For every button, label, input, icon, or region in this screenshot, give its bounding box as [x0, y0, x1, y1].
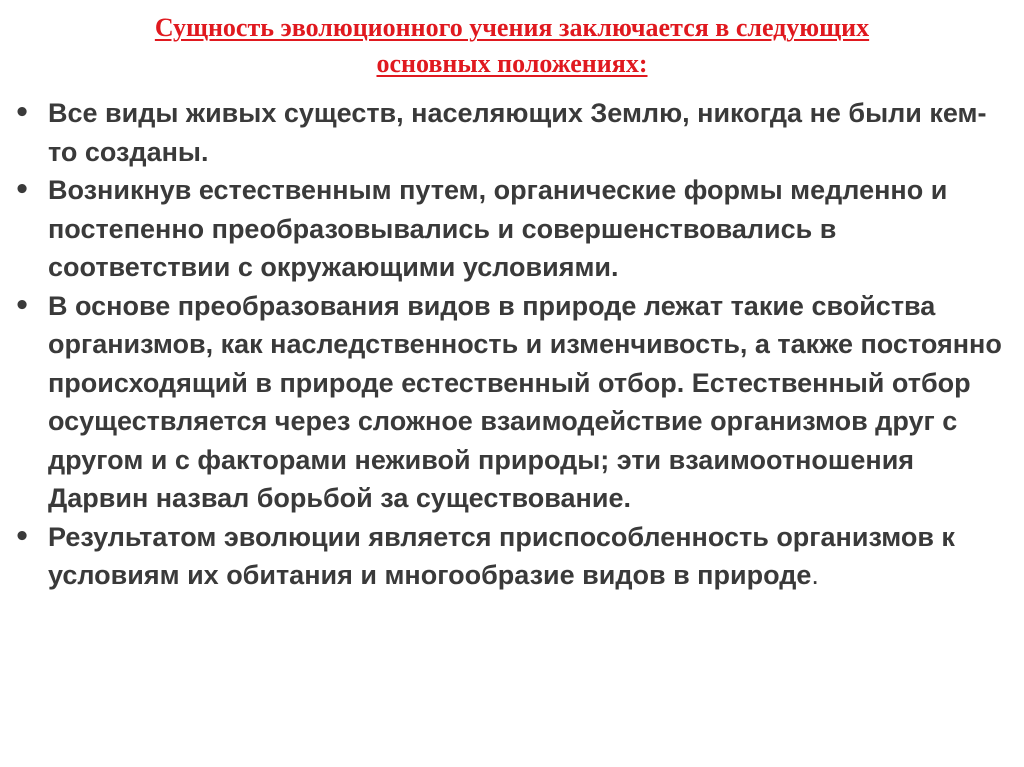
bullet-text-1: Все виды живых существ, населяющих Землю, никогда не были кем-то созданы.: [48, 98, 987, 167]
bullet-text-2: Возникнув естественным путем, органические формы медленно и постепенно преобразовывались и совершенствовались в соответствии с окружающими условиями.: [48, 175, 948, 282]
bullet-icon: •: [13, 290, 31, 321]
bullet-text-3: В основе преобразования видов в природе лежат такие свойства организмов, как наследственность и изменчивость, а также постоянно происходящий в природе естественный отбор. Естественный отбор осуществляется через сложное взаимодействие организмов друг с другом и с факторами неживой природы; эти взаимоотношения Дарвин назвал борьбой за существование.: [48, 290, 1002, 513]
bullet-item-3: [0, 287, 1010, 518]
bullet-text-4-period: .: [811, 560, 819, 590]
bullet-icon: •: [13, 98, 31, 128]
slide-title: [0, 10, 1024, 82]
bullet-icon: •: [13, 175, 31, 205]
bullet-text-4: Результатом эволюции является приспособленность организмов к условиям их обитания и многообразие видов в природе: [48, 521, 955, 590]
slide-title-line-2: основных положениях:: [376, 49, 648, 78]
bullet-item-4: [0, 518, 1010, 595]
slide-title-line-1: Сущность эволюционного учения заключается в следующих: [154, 13, 870, 42]
bullet-item-1: [0, 94, 1010, 171]
bullet-icon: •: [13, 521, 31, 552]
bullet-list: [0, 94, 1010, 595]
bullet-item-2: [0, 171, 1010, 287]
